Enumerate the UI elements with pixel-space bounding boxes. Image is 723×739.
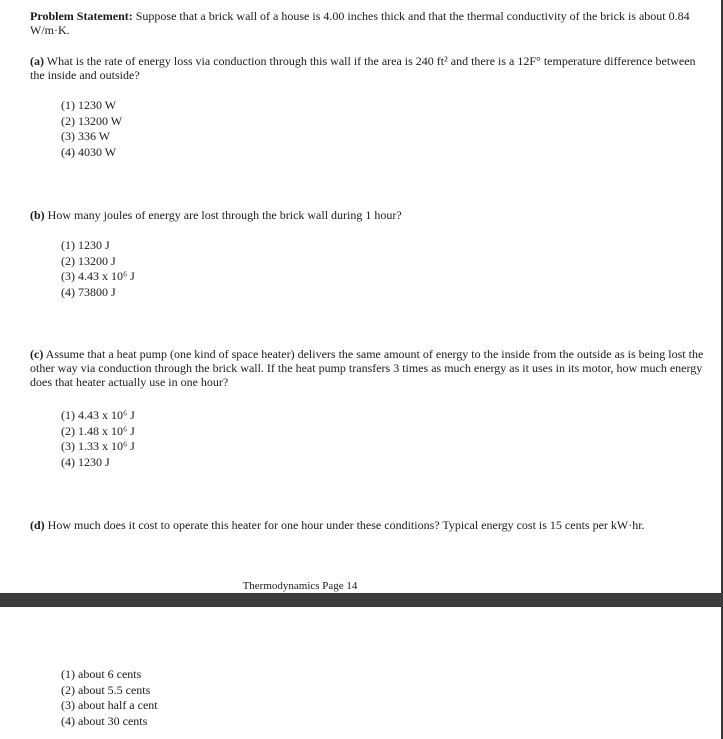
part-d-label: (d)	[30, 518, 45, 532]
part-a-option-2: (2) 13200 W	[61, 113, 123, 128]
part-c-options	[61, 408, 135, 470]
part-d-question	[30, 518, 712, 532]
part-b-option-4: (4) 73800 J	[61, 284, 116, 299]
part-a-text: What is the rate of energy loss via conduction through this wall if the area is 240 ft² and there is a 12F° temperature difference between the inside and outside?	[30, 54, 696, 82]
part-b-options	[61, 238, 135, 300]
part-a-option-1: (1) 1230 W	[61, 98, 117, 112]
part-d-text: How much does it cost to operate this heater for one hour under these conditions? Typical energy cost is 15 cents per kW·hr.	[47, 518, 645, 532]
part-c-question	[30, 347, 712, 389]
part-b-text: How many joules of energy are lost through the brick wall during 1 hour?	[47, 208, 402, 222]
page-footer-label: Thermodynamics Page 14	[242, 580, 358, 592]
part-c-option-4: (4) 1230 J	[61, 454, 110, 469]
part-d-option-3: (3) about half a cent	[61, 698, 158, 712]
part-d-option-4: (4) about 30 cents	[61, 713, 148, 728]
part-d-options	[61, 667, 158, 729]
part-a-options	[61, 98, 122, 160]
problem-statement	[30, 9, 712, 37]
part-b-question	[30, 208, 712, 222]
part-c-text: Assume that a heat pump (one kind of space heater) delivers the same amount of energy to the inside from the outside as is being lost the other way via conduction through the brick wall. If the heat pump transfers 3 times as much energy as it uses in its motor, how much energy does that heater actually use in one hour?	[30, 347, 704, 389]
part-a-question	[30, 54, 712, 82]
part-b-label: (b)	[30, 208, 45, 222]
part-a-option-4: (4) 4030 W	[61, 144, 117, 159]
part-c-label: (c)	[30, 347, 44, 361]
part-c-option-3: (3) 1.33 x 10⁶ J	[61, 439, 135, 453]
part-b-option-2: (2) 13200 J	[61, 253, 116, 268]
page-break-bar	[0, 593, 723, 607]
problem-statement-text: Suppose that a brick wall of a house is 4.00 inches thick and that the thermal conductivity of the brick is about 0.84 W/m·K.	[30, 9, 690, 37]
part-d-option-2: (2) about 5.5 cents	[61, 682, 151, 697]
part-a-label: (a)	[30, 54, 44, 68]
part-b-option-3: (3) 4.43 x 10⁶ J	[61, 269, 135, 283]
part-c-option-1: (1) 4.43 x 10⁶ J	[61, 408, 135, 422]
part-a-option-3: (3) 336 W	[61, 129, 111, 143]
part-c-option-2: (2) 1.48 x 10⁶ J	[61, 423, 135, 438]
part-d-option-1: (1) about 6 cents	[61, 667, 142, 681]
problem-statement-label: Problem Statement:	[30, 9, 133, 23]
part-b-option-1: (1) 1230 J	[61, 238, 110, 252]
